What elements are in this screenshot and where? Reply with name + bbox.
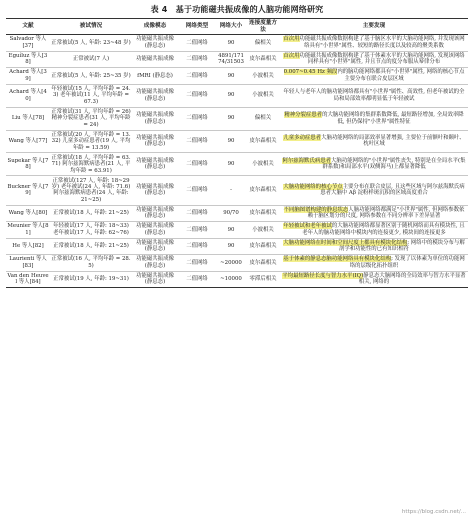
cell-net-type: 二值网络 (178, 222, 216, 239)
finding-highlight: 儿童多动症患者 (283, 135, 322, 141)
cell-ref: Van den Heuvel 等人[84] (7, 272, 49, 286)
cell-subjects: 年轻被试(17 人, 年龄: 18~33) 老年被试(17 人, 年龄: 62~76) (50, 222, 132, 239)
finding-highlight: 首次用 (283, 36, 300, 43)
finding-text: 功能磁共振成像数据构建了基于体素水平的大脑功能网络, 发现该网络同样具有"小世界"属性, 并且节点的度分布服从幂律分布 (299, 52, 465, 66)
finding-text: 人脑功能网络都满足"小世界"属性, 但网络参数依赖于脑区划分的尺度, 网络参数在不同分辨率下差异显著 (307, 206, 465, 220)
cell-finding (280, 205, 468, 222)
finding-highlight: 大脑功能网络在时间和空间尺度上都具有模块化结构 (283, 239, 408, 246)
cell-net-type: 二值网络 (178, 238, 216, 255)
cell-finding (280, 255, 468, 272)
table-row (6, 255, 468, 272)
header-net-type: 网络类型 (178, 19, 216, 35)
cell-ref: Supekar 等人[78] (6, 153, 50, 176)
cell-net-type: 二值网络 (178, 107, 216, 130)
table-row (6, 205, 468, 222)
cell-subjects: 正常被试(18 人, 年龄: 21~25) (50, 205, 132, 222)
finding-highlight: 精神分裂症患者 (284, 112, 323, 119)
cell-ref: Achard 等人[39] (6, 68, 50, 85)
cell-subjects: 正常被试(19 人, 年龄: 19~31) (53, 276, 129, 283)
cell-modality: 功能磁共振成像(静息态) (132, 238, 178, 255)
cell-size: 90 (216, 130, 246, 153)
finding-text: 的大脑功能网络的集群系数降低, 最短路径增加, 全局效率降低, 但仍保持"小世界"属性特征 (322, 112, 464, 125)
cell-size: - (216, 176, 246, 205)
cell-net-type: 二值网络 (178, 68, 216, 85)
table-row (6, 153, 468, 176)
cell-finding (280, 238, 468, 255)
cell-method: 皮尔森相关 (246, 176, 280, 205)
cell-modality: 功能磁共振成像(静息态) (132, 255, 178, 272)
cell-modality: 功能磁共振成像(静息态) (132, 35, 178, 52)
finding-text: 大脑功能网络的局部效率显著增强, 主要位于前额叶和颞叶、枕叶区域 (321, 135, 465, 148)
header-ref: 文献 (6, 19, 50, 35)
cell-net-type: 二值网络 (178, 84, 216, 107)
cell-subjects: 正常被试(31 人, 平均年龄 = 26) 精神分裂症患者(31 人, 平均年龄 = 24) (50, 107, 132, 130)
finding-text: 的大脑功能网络都显著区别于随机网络而具有模块性, 且老年人的脑功能网络中模块内的连接更少, 模块间的连接更多 (302, 223, 465, 236)
header-method: 连接度量方法 (246, 19, 280, 35)
cell-size: ~10000 (220, 276, 242, 283)
table-row (6, 51, 468, 68)
cell-finding (280, 271, 468, 288)
table-caption: 表 4 基于功能磁共振成像的人脑功能网络研究 (150, 5, 324, 14)
finding-text: 年轻人与老年人的脑功能网络都具有"小世界"属性、高效性, 但老年被试的全局和局部效率都明显低于年轻被试 (283, 89, 465, 102)
cell-finding (280, 68, 468, 85)
cell-ref: Achard 等人[40] (6, 84, 50, 107)
cell-method: 零滞后相关 (249, 276, 277, 283)
cell-method: 偏相关 (246, 107, 280, 130)
table-row (6, 84, 468, 107)
cell-size: 90/70 (216, 205, 246, 222)
cell-method: 小波相关 (246, 153, 280, 176)
cell-method: 偏相关 (246, 35, 280, 52)
cell-finding (280, 51, 468, 68)
cell-method: 小波相关 (246, 222, 280, 239)
cell-modality: 功能磁共振成像(静息态) (136, 272, 174, 286)
cell-method: 皮尔森相关 (246, 255, 280, 272)
cell-size: 90 (216, 35, 246, 52)
cell-ref: Laurienti 等人[83] (6, 255, 50, 272)
table-row (6, 68, 468, 85)
cell-modality: 功能磁共振成像(静息态) (132, 153, 178, 176)
table-row (6, 238, 468, 255)
cell-finding (280, 222, 468, 239)
cell-method: 皮尔森相关 (246, 51, 280, 68)
cell-finding (280, 153, 468, 176)
cell-net-type: 二值网络 (178, 51, 216, 68)
cell-finding (280, 130, 468, 153)
cell-subjects: 年轻被试(15 人, 平均年龄 = 24.3) 老年被试(11 人, 平均年龄 = 67.3) (50, 84, 132, 107)
finding-text: 大脑功能网络的"小世界"属性丧失, 特别是在全局水平(集群系数)和局部水平(双侧海马)上都显著降低 (322, 157, 466, 171)
cell-subjects: 正常被试(16 人, 平均年龄 = 28.5) (50, 255, 132, 272)
cell-subjects: 正常被试(20 人, 平均年龄 = 13.32) 儿童多动症患者(19 人, 平均年龄 = 13.59) (50, 130, 132, 153)
header-finding: 主要发现 (280, 19, 468, 35)
cell-ref: Meunier 等人[81] (6, 222, 50, 239)
cell-modality: 功能磁共振成像(静息态) (132, 222, 178, 239)
finding-highlight: 年轻被试和老年被试 (283, 223, 332, 230)
cell-method: 皮尔森相关 (246, 130, 280, 153)
finding-text: 功能磁共振成像数据构建了基于脑区水平的大脑功能网络, 并发现该网络具有"小世界"属性、较短的路径长度以及较高的聚类系数 (299, 36, 465, 49)
cell-ref: Buckner 等人[79] (6, 176, 50, 205)
cell-net-type: 二值网络 (178, 205, 216, 222)
cell-finding (280, 84, 468, 107)
finding-text: ; 网络中的模块分布与解剖学和功能性的已有知识相符 (338, 239, 465, 253)
finding-text: 静息态大脑网络的全局效率与智力水平显著相关, 网络的 (358, 272, 466, 286)
cell-modality: 功能磁共振成像 (132, 51, 178, 68)
table-row (6, 222, 468, 239)
cell-modality: fMRI (静息态) (132, 68, 178, 85)
table-row (6, 35, 468, 52)
cell-net-type: 二值网络 (178, 35, 216, 52)
cell-net-type: 二值网络 (186, 276, 208, 283)
table-row (6, 107, 468, 130)
finding-highlight: 不同脑图谱构建的静息状态 (283, 206, 349, 213)
cell-modality: 功能磁共振成像(静息态) (132, 84, 178, 107)
cell-ref: Wang 等人[77] (6, 130, 50, 153)
literature-table (6, 18, 468, 288)
cell-method: 皮尔森相关 (246, 205, 280, 222)
cell-ref: Eguíluz 等人[38] (6, 51, 50, 68)
finding-highlight: 平均最短路径长度与智力水平(IQ) (282, 272, 364, 279)
cell-method: 小波相关 (246, 84, 280, 107)
header-modality: 成像模态 (132, 19, 178, 35)
cell-modality: 功能磁共振成像(静息态) (132, 205, 178, 222)
cell-size: 90 (216, 107, 246, 130)
cell-net-type: 二值网络 (178, 255, 216, 272)
cell-net-type: 二值网络 (178, 130, 216, 153)
cell-size: 90 (216, 238, 246, 255)
finding-highlight: 首次用 (283, 52, 300, 59)
cell-size: 90 (216, 222, 246, 239)
cell-subjects: 正常被试(5 人, 年龄: 23~48 岁) (50, 35, 132, 52)
cell-modality: 功能磁共振成像(静息态) (132, 130, 178, 153)
finding-highlight: 阿尔兹海默氏病患者 (282, 157, 332, 164)
cell-size: ~20000 (216, 255, 246, 272)
cell-subjects: 正常被试(127 人, 年龄: 18~29 岁) 老年被试(24 人, 年龄: 71.6) 阿尔兹海默病患者(24 人, 年龄: 21~25) (50, 176, 132, 205)
cell-ref: Wang 等人[80] (6, 205, 50, 222)
cell-method: 小波相关 (246, 68, 280, 85)
finding-highlight: 0.007~0.45 Hz 频段 (283, 69, 338, 76)
finding-text: 主要分布在联合皮层, 且这些区域与阿尔兹海默氏病患者大脑中 Aβ 淀粉样斑沉积的区域高度重合 (320, 184, 465, 197)
table-row (6, 271, 468, 288)
cell-size: 90 (216, 84, 246, 107)
cell-ref: Salvador 等人[37] (6, 35, 50, 52)
cell-ref: He 等人[82] (6, 238, 50, 255)
finding-highlight: 基于体素的静息态脑功能网络具有模块化结构 (283, 256, 392, 263)
cell-size: 4891/17174/31503 (216, 51, 246, 68)
cell-finding (280, 176, 468, 205)
table-header-row (6, 19, 468, 35)
cell-subjects: 正常被试(5 人, 年龄: 25~35 岁) (50, 68, 132, 85)
cell-modality: 功能磁共振成像(静息态) (132, 107, 178, 130)
cell-size: 90 (216, 68, 246, 85)
cell-ref: Liu 等人[78] (6, 107, 50, 130)
watermark-text: https://blog.csdn.net/... (401, 509, 466, 515)
cell-finding (280, 35, 468, 52)
header-subjects: 被试情况 (50, 19, 132, 35)
finding-text: 内的脑功能网络都具有"小世界"属性, 网络的核心节点主要分布在联合皮层区域 (337, 69, 465, 82)
cell-net-type: 二值网络 (178, 153, 216, 176)
cell-subjects: 正常被试(18 人, 年龄: 21~25) (50, 238, 132, 255)
table-row (6, 130, 468, 153)
cell-net-type: 二值网络 (178, 176, 216, 205)
finding-text: ; 发现了以体素为单位的功能网络的层级化拓扑组织 (349, 256, 465, 269)
cell-finding (280, 107, 468, 130)
cell-subjects: 正常被试(7 人) (50, 51, 132, 68)
cell-method: 皮尔森相关 (246, 238, 280, 255)
cell-modality: 功能磁共振成像(静息态) (132, 176, 178, 205)
cell-subjects: 正常被试(18 人, 平均年龄 = 63.71) 阿尔兹海默病患者(21 人, 平均年龄 = 63.91) (50, 153, 132, 176)
header-size: 网络大小 (216, 19, 246, 35)
table-row (6, 176, 468, 205)
finding-highlight: 大脑功能网络的核心节点 (283, 184, 343, 191)
cell-size: 90 (216, 153, 246, 176)
